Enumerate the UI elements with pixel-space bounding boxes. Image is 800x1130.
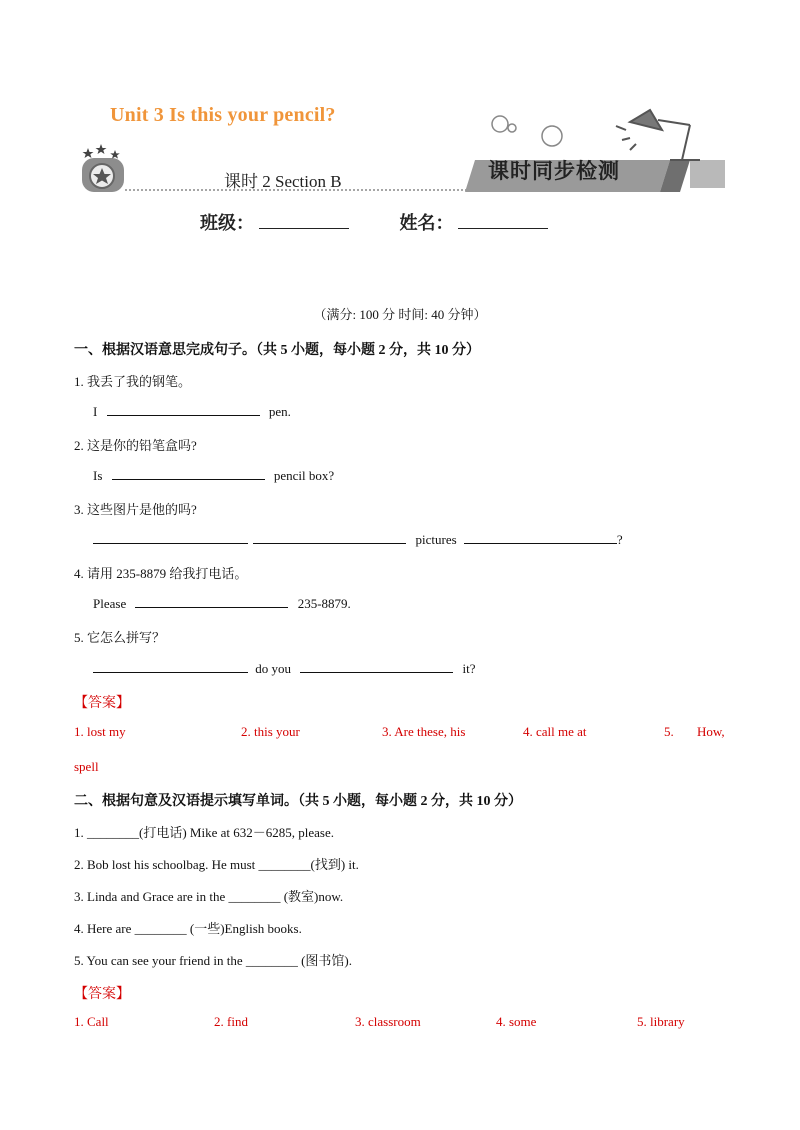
- unit-title: Unit 3 Is this your pencil?: [110, 104, 336, 126]
- star-badge-icon: [82, 144, 124, 192]
- s1-answer-3: 3. Are these, his: [382, 724, 466, 739]
- s1-answer-1: 1. lost my: [74, 724, 126, 739]
- banner-text: 课时同步检测: [488, 159, 620, 183]
- s2-question-1: 1. ________(打电话) Mike at 632－6285, please.: [74, 825, 334, 840]
- lesson-subtitle: 课时 2 Section B: [224, 172, 342, 191]
- q3-blank-3[interactable]: [464, 531, 617, 544]
- name-blank[interactable]: [458, 212, 548, 229]
- q3-blank-2[interactable]: [253, 531, 406, 544]
- class-blank[interactable]: [259, 212, 349, 229]
- section2-answer-label: 【答案】: [74, 987, 130, 1002]
- q5-prompt: 5. 它怎么拼写？: [74, 630, 166, 645]
- s1-answer-5-b: spell: [74, 759, 99, 774]
- q1-prompt: 1. 我丢了我的钢笔。: [74, 374, 192, 389]
- q4-prompt: 4. 请用 235-8879 给我打电话。: [74, 566, 248, 581]
- q4-line: Please 235-8879.: [93, 596, 351, 611]
- s2-question-4: 4. Here are ________ (一些)English books.: [74, 921, 302, 936]
- q2-blank[interactable]: [112, 467, 265, 480]
- s1-answer-2: 2. this your: [241, 724, 300, 739]
- s2-question-3: 3. Linda and Grace are in the ________ (教室)now.: [74, 889, 344, 904]
- s2-answer-4: 4. some: [496, 1014, 537, 1029]
- section1-answer-label: 【答案】: [74, 696, 130, 711]
- q2-line: Is pencil box?: [93, 468, 335, 483]
- q3-prompt: 3. 这些图片是他的吗?: [74, 502, 197, 517]
- desk-lamp-icon: [616, 110, 700, 160]
- q3-line: pictures ?: [93, 531, 623, 548]
- s2-answer-5: 5. library: [637, 1014, 685, 1029]
- exam-info: （满分: 100 分 时间: 40 分钟）: [313, 307, 487, 322]
- class-name-line: [200, 209, 548, 235]
- q3-blank-1[interactable]: [93, 531, 248, 544]
- q4-blank[interactable]: [135, 595, 288, 608]
- s1-answer-5-num: 5.: [664, 724, 674, 739]
- s2-answer-3: 3. classroom: [355, 1014, 421, 1029]
- q5-blank-1[interactable]: [93, 660, 248, 673]
- s1-answer-5-a: How,: [697, 724, 725, 739]
- s2-question-2: 2. Bob lost his schoolbag. He must ________(找到) it.: [74, 857, 359, 872]
- class-label: 班级：: [200, 213, 254, 233]
- name-label: 姓名：: [399, 213, 454, 233]
- section2-heading: 二、根据句意及汉语提示填写单词。（共 5 小题，每小题 2 分，共 10 分）: [74, 794, 522, 809]
- section1-heading: 一、根据汉语意思完成句子。（共 5 小题，每小题 2 分，共 10 分）: [74, 343, 480, 358]
- q1-blank[interactable]: [107, 403, 260, 416]
- s2-answer-2: 2. find: [214, 1014, 248, 1029]
- s1-answer-4: 4. call me at: [523, 724, 587, 739]
- q1-line: I pen.: [93, 404, 291, 419]
- s2-answer-1: 1. Call: [74, 1014, 109, 1029]
- s2-question-5: 5. You can see your friend in the ________ (图书馆).: [74, 953, 353, 968]
- q5-line: do you it?: [93, 660, 476, 677]
- q2-prompt: 2. 这是你的铅笔盒吗?: [74, 438, 197, 453]
- q5-blank-2[interactable]: [300, 660, 453, 673]
